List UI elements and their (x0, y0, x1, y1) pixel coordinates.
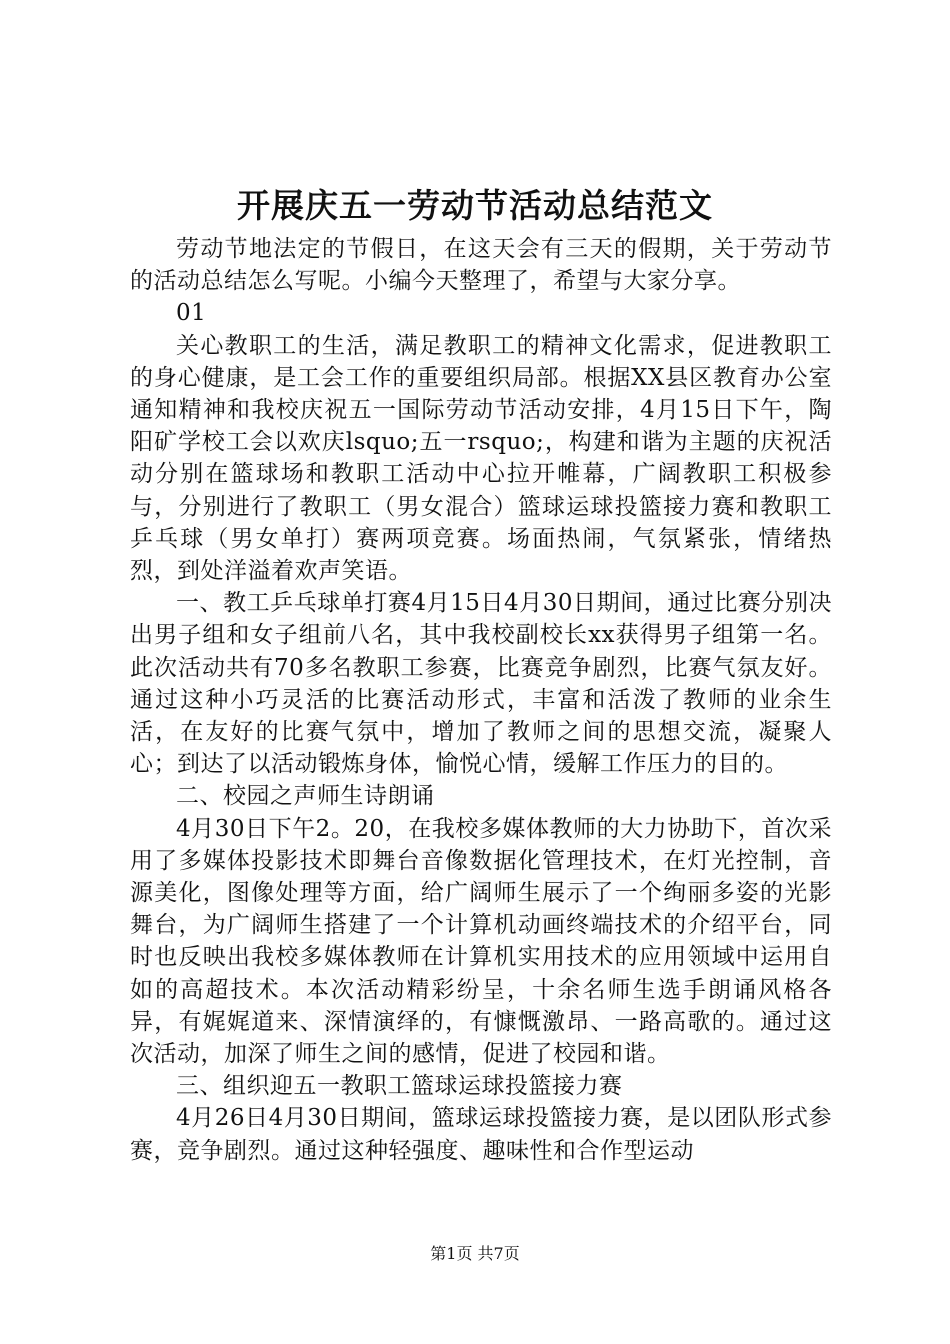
section-number: 01 (176, 300, 207, 327)
page-footer: 第1页 共7页 (430, 1244, 520, 1263)
body-paragraph: 关心教职工的生活，满足教职工的精神文化需求，促进教职工的身心健康，是工会工作的重要组织局部。根据XX县区教育办公室通知精神和我校庆祝五一国际劳动节活动安排，4月15日下午，陶阳矿学校工会以欢庆lsquo;五一rsquo;，构建和谐为主题的庆祝活动分别在篮球场和教职工活动中心拉开帷幕，广阔教职工积极参与，分别进行了教职工（男女混合）篮球运球投篮接力赛和教职工乒乓球（男女单打）赛两项竞赛。场面热闹，气氛紧张，情绪热烈，到处洋溢着欢声笑语。 (130, 332, 832, 585)
body-paragraph: 4月30日下午2。20，在我校多媒体教师的大力协助下，首次采用了多媒体投影技术即舞台音像数据化管理技术，在灯光控制，音源美化，图像处理等方面，给广阔师生展示了一个绚丽多姿的光影舞台，为广阔师生搭建了一个计算机动画终端技术的介绍平台，同时也反映出我校多媒体教师在计算机实用技术的应用领域中运用自如的高超技术。本次活动精彩纷呈，十余名师生选手朗诵风格各异，有娓娓道来、深情演绎的，有慷慨激昂、一路高歌的。通过这次活动，加深了师生之间的感情，促进了校园和谐。 (130, 815, 832, 1068)
document-title: 开展庆五一劳动节活动总结范文 (237, 186, 713, 225)
section-heading: 二、校园之声师生诗朗诵 (176, 783, 435, 810)
section-heading: 三、组织迎五一教职工篮球运球投篮接力赛 (176, 1073, 623, 1100)
document-body (130, 233, 832, 1167)
intro-paragraph: 劳动节地法定的节假日，在这天会有三天的假期，关于劳动节的活动总结怎么写呢。小编今天整理了，希望与大家分享。 (130, 236, 832, 295)
body-paragraph: 4月26日4月30日期间，篮球运球投篮接力赛，是以团队形式参赛，竞争剧烈。通过这种轻强度、趣味性和合作型运动 (130, 1105, 832, 1164)
body-paragraph: 一、教工乒乓球单打赛4月15日4月30日期间，通过比赛分别决出男子组和女子组前八名，其中我校副校长xx获得男子组第一名。此次活动共有70多名教职工参赛，比赛竞争剧烈，比赛气氛友好。通过这种小巧灵活的比赛活动形式，丰富和活泼了教师的业余生活，在友好的比赛气氛中，增加了教师之间的思想交流，凝聚人心；到达了以活动锻炼身体，愉悦心情，缓解工作压力的目的。 (130, 590, 832, 778)
